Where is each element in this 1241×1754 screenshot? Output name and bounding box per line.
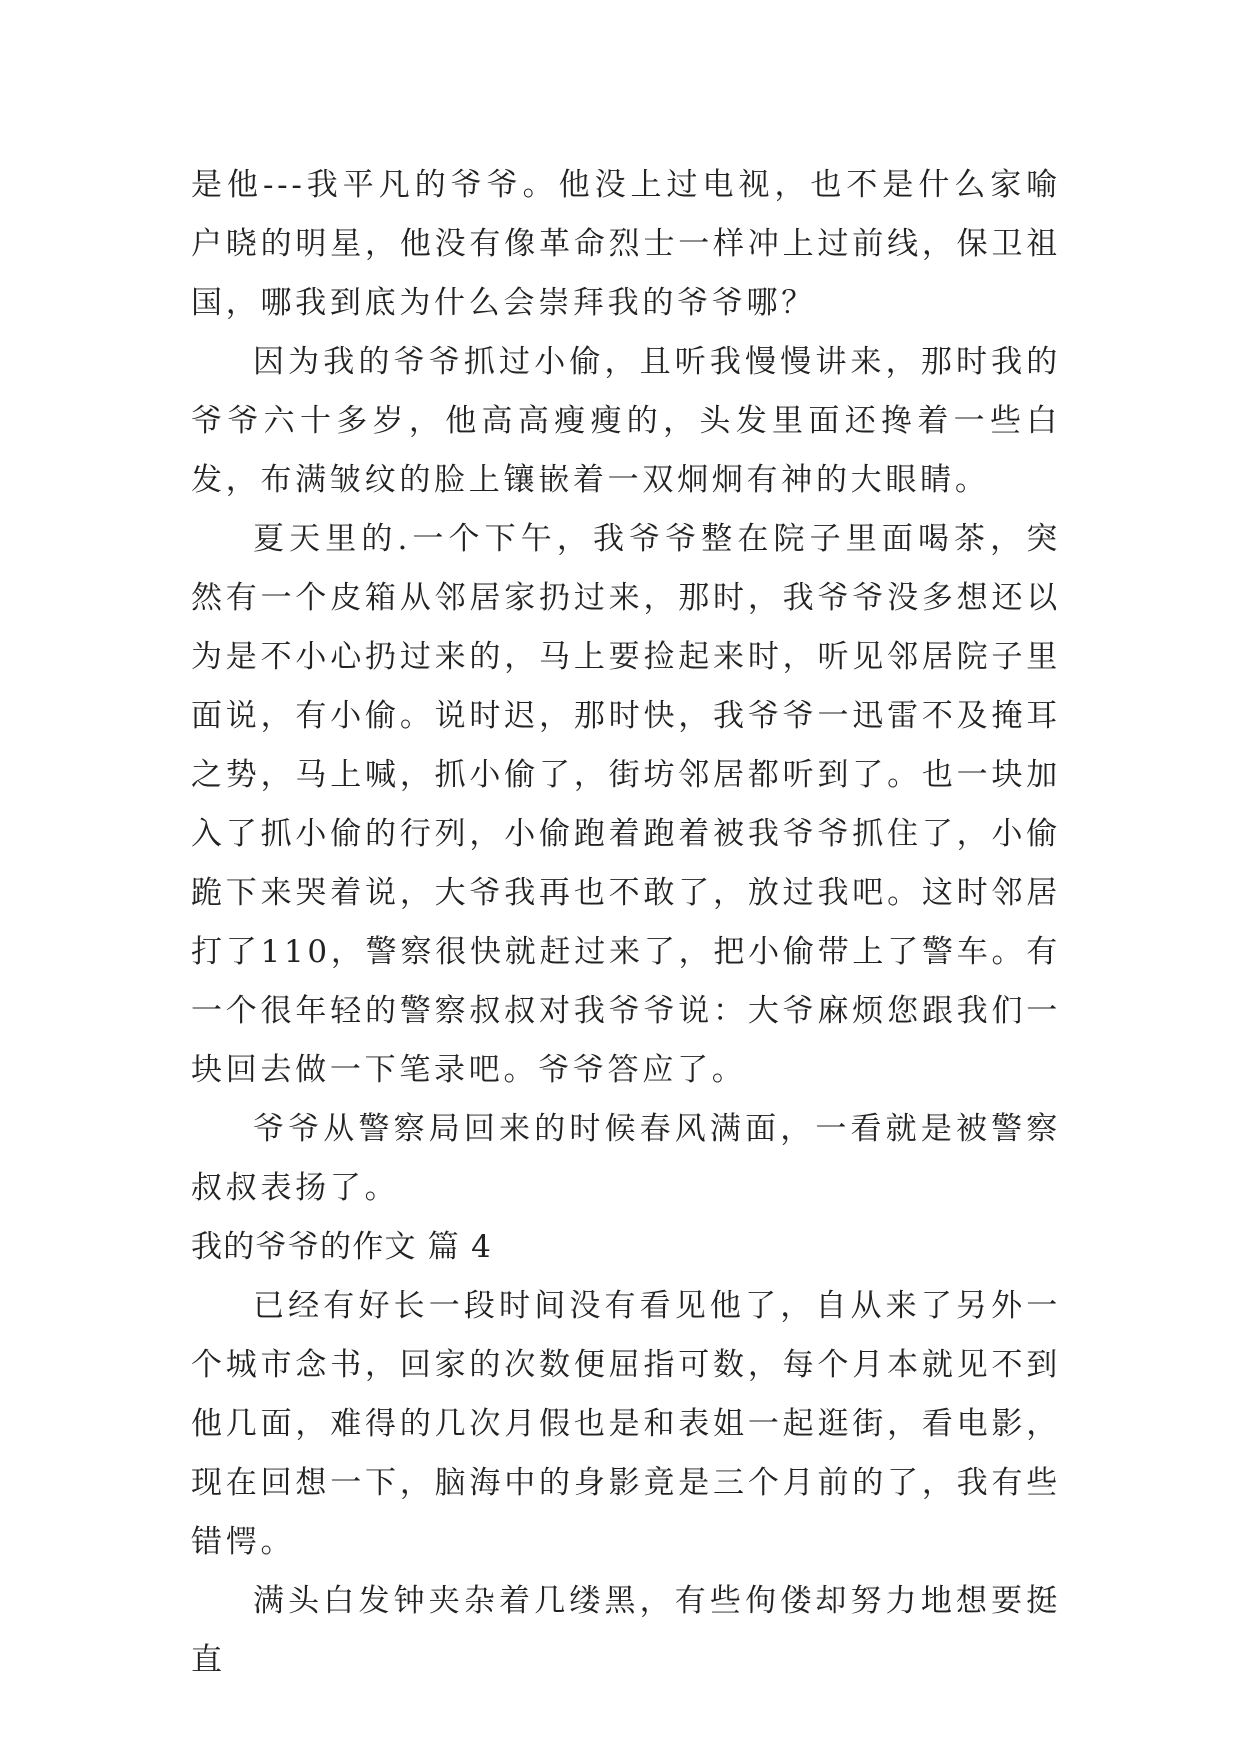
paragraph-4: 爷爷从警察局回来的时候春风满面，一看就是被警察叔叔表扬了。 [191,1111,1061,1206]
paragraph-6: 满头白发钟夹杂着几缕黑，有些佝偻却努力地想要挺直 [191,1583,1061,1678]
paragraph-2: 因为我的爷爷抓过小偷，且听我慢慢讲来，那时我的爷爷六十多岁，他高高瘦瘦的，头发里面还搀着一些白发，布满皱纹的脸上镶嵌着一双炯炯有神的大眼睛。 [191,344,1061,498]
paragraph-1: 是他---我平凡的爷爷。他没上过电视，也不是什么家喻户晓的明星，他没有像革命烈士一样冲上过前线，保卫祖国，哪我到底为什么会崇拜我的爷爷哪？ [191,167,1061,321]
paragraph-5: 已经有好长一段时间没有看见他了，自从来了另外一个城市念书，回家的次数便屈指可数，每个月本就见不到他几面，难得的几次月假也是和表姐一起逛街，看电影，现在回想一下，脑海中的身影竟是三个月前的了，我有些错愕。 [191,1288,1061,1560]
document-page [191,156,1061,1690]
paragraph-3: 夏天里的.一个下午，我爷爷整在院子里面喝茶，突然有一个皮箱从邻居家扔过来，那时，我爷爷没多想还以为是不小心扔过来的，马上要捡起来时，听见邻居院子里面说，有小偷。说时迟，那时快，我爷爷一迅雷不及掩耳之势，马上喊，抓小偷了，街坊邻居都听到了。也一块加入了抓小偷的行列，小偷跑着跑着被我爷爷抓住了，小偷跪下来哭着说，大爷我再也不敢了，放过我吧。这时邻居打了110，警察很快就赶过来了，把小偷带上了警车。有一个很年轻的警察叔叔对我爷爷说：大爷麻烦您跟我们一块回去做一下笔录吧。爷爷答应了。 [191,521,1061,1088]
section-heading: 我的爷爷的作文 篇 4 [191,1229,493,1265]
